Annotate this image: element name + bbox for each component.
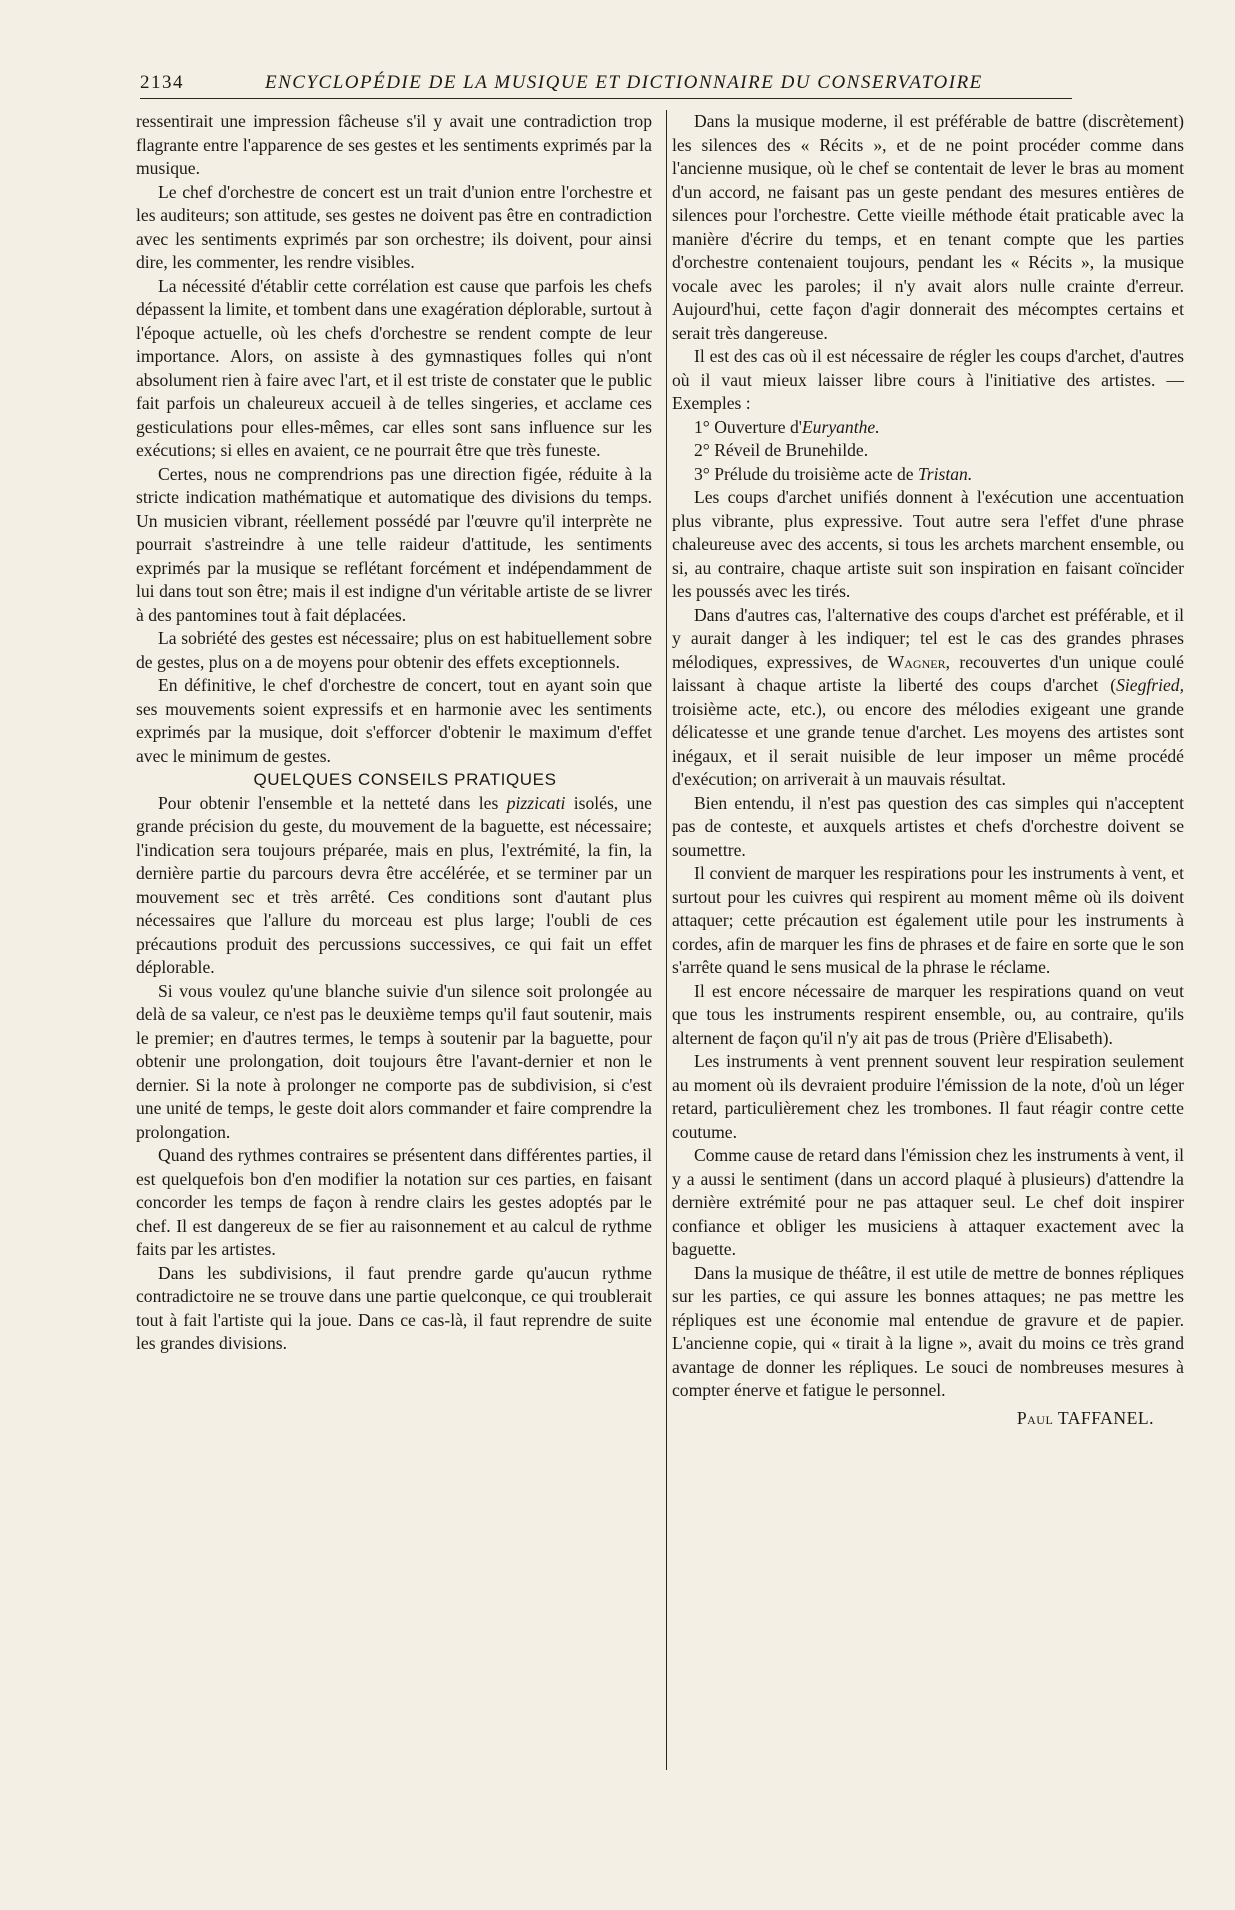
paragraph: Il convient de marquer les respirations pour les instruments à vent, et surtout pour les cuivres qui respirent au moment même où ils doivent attaquer; cette précaution est également utile pour les instruments à cordes, afin de marquer les fins de phrases et de faire en sorte que le son s'arrête quand le sens musical de la phrase le réclame.	[672, 863, 1184, 977]
text: isolés, une grande précision du geste, du mouvement de la baguette, est nécessaire; l'indication sera toujours préparée, mais en plus, l'extrémité, la fin, la dernière partie du parcours devra être accélérée, et se terminer par un mouvement sec et très arrêté. Ces conditions sont d'autant plus nécessaires que l'allure du morceau est plus large; l'oubli de ces précautions produit des percussions successives, ce qui fait un effet déplorable.	[136, 792, 652, 977]
paragraph: Bien entendu, il n'est pas question des cas simples qui n'acceptent pas de conteste, et auxquels artistes et chefs d'orchestre doivent se soumettre.	[672, 792, 1184, 860]
left-column	[136, 110, 652, 1356]
composer-name: Wagner	[887, 651, 946, 672]
italic-term: pizzicati	[506, 792, 566, 813]
paragraph: Dans les subdivisions, il faut prendre garde qu'aucun rythme contradictoire ne se trouve dans une partie quelconque, ce qui troublerait tout à fait l'artiste qui la joue. Dans ce cas-là, il faut reprendre de suite les grandes divisions.	[136, 1262, 652, 1353]
signature-first-name: Paul	[1016, 1407, 1054, 1428]
italic-title: Euryanthe.	[801, 416, 880, 437]
example-item	[672, 416, 1184, 440]
example-item	[672, 463, 1184, 487]
paragraph: Dans la musique de théâtre, il est utile de mettre de bonnes répliques sur les parties, ce qui assure les bonnes attaques; ne pas mettre les répliques est une économie mal entendue de gravure et de papier. L'ancienne copie, qui « tirait à la ligne », avait du moins ce très grand avantage de donner les répliques. Le souci de nombreuses mesures à compter énerve et fatigue le personnel.	[672, 1262, 1184, 1400]
running-title: ENCYCLOPÉDIE DE LA MUSIQUE ET DICTIONNAIRE DU CONSERVATOIRE	[265, 72, 983, 93]
paragraph: Certes, nous ne comprendrions pas une direction figée, réduite à la stricte indication mathématique et automatique des divisions du temps. Un musicien vibrant, réellement possédé par l'œuvre qu'il interprète ne pourrait s'astreindre à une telle raideur d'attitude, les sentiments exprimés par la musique se reflétant forcément et indépendamment de lui dans tout son être; mais il est indigne d'un véritable artiste de se livrer à des pantomines tout à fait déplacées.	[136, 463, 652, 625]
text: Pour obtenir l'ensemble et la netteté dans les	[158, 792, 507, 813]
text: troisième acte, etc.), ou encore des mélodies exigeant une grande délicatesse et une grande tenue d'archet. Les moyens des artistes sont inégaux, et il serait nuisible de leur imposer un même procédé d'exécution; on arriverait à un mauvais résultat.	[672, 698, 1184, 789]
right-column	[672, 110, 1184, 1430]
paragraph	[672, 604, 1184, 792]
page-header	[140, 70, 1070, 96]
paragraph: Quand des rythmes contraires se présentent dans différentes parties, il est quelquefois bon d'en modifier la notation sur ces parties, en faisant concorder les temps de façon à rendre clairs les gestes adoptés par le chef. Il est dangereux de se fier au raisonnement et au calcul de rythme faits par les artistes.	[136, 1145, 652, 1259]
example-item: 2° Réveil de Brunehilde.	[694, 440, 869, 460]
paragraph: Il est encore nécessaire de marquer les respirations quand on veut que tous les instruments respirent ensemble, ou, au contraire, qu'ils alternent de façon qu'il n'y ait pas de trous (Prière d'Elisabeth).	[672, 980, 1184, 1048]
signature	[672, 1407, 1184, 1431]
text: Dans d'autres cas, l'alternative des coups d'archet est préférable, et il y aurait danger à les indiquer; tel est le cas des grandes phrases mélodiques, expressives, de	[672, 604, 1184, 672]
paragraph: Dans la musique moderne, il est préférable de battre (discrètement) les silences des « Récits », et de ne point procéder comme dans l'ancienne musique, où le chef se contentait de lever le bras au moment d'un accord, ne faisant pas un geste pendant des mesures entières de silences pour l'orchestre. Cette vieille méthode était praticable avec la manière d'écrire du temps, et en tenant compte que les parties d'orchestre contenaient toujours, pendant les « Récits », la musique vocale avec les paroles; il n'y avait alors nulle crainte d'erreur. Aujourd'hui, cette façon d'agir donnerait des mécomptes certains et serait très dangereuse.	[672, 111, 1184, 343]
text: 1° Ouverture d'	[694, 416, 802, 437]
paragraph: Le chef d'orchestre de concert est un trait d'union entre l'orchestre et les auditeurs; son attitude, ses gestes ne doivent pas être en contradiction avec les sentiments exprimés par son orchestre; ils doivent, pour ainsi dire, les commenter, les rendre visibles.	[136, 181, 652, 272]
italic-title: Tristan.	[917, 463, 973, 484]
italic-title: Siegfried,	[1116, 675, 1184, 695]
section-title: QUELQUES CONSEILS PRATIQUES	[253, 770, 557, 789]
column-divider	[666, 110, 667, 1770]
paragraph: ressentirait une impression fâcheuse s'il y avait une contradiction trop flagrante entre l'apparence de ses gestes et les sentiments exprimés par la musique.	[136, 111, 652, 178]
paragraph: Il est des cas où il est nécessaire de régler les coups d'archet, d'autres où il vaut mieux laisser libre cours à l'initiative des artistes. — Exemples :	[672, 346, 1184, 413]
paragraph: En définitive, le chef d'orchestre de concert, tout en ayant soin que ses mouvements soient expressifs et en harmonie avec les sentiments exprimés par la musique, doit s'efforcer d'obtenir le maximum d'effet avec le minimum de gestes.	[136, 675, 652, 766]
signature-last-name: TAFFANEL.	[1057, 1407, 1154, 1428]
paragraph: Si vous voulez qu'une blanche suivie d'un silence soit prolongée au delà de sa valeur, ce n'est pas le deuxième temps qu'il faut soutenir, mais le premier; en d'autres termes, le temps à soutenir par la baguette, pour obtenir une prolongation, doit toujours être l'avant-dernier et non le dernier. Si la note à prolonger ne comporte pas de subdivision, si c'est une unité de temps, le geste doit alors commander et faire comprendre la prolongation.	[136, 980, 652, 1142]
paragraph: Les instruments à vent prennent souvent leur respiration seulement au moment où ils devraient produire l'émission de la note, d'où un léger retard, particulièrement chez les trombones. Il faut réagir contre cette coutume.	[672, 1051, 1184, 1142]
text: , recouvertes d'un unique coulé laissant à chaque artiste la liberté des coups d'archet (	[672, 651, 1184, 695]
paragraph	[136, 792, 652, 980]
paragraph: La sobriété des gestes est nécessaire; plus on est habituellement sobre de gestes, plus on a de moyens pour obtenir des effets exceptionnels.	[136, 628, 652, 672]
paragraph: La nécessité d'établir cette corrélation est cause que parfois les chefs dépassent la limite, et tombent dans une exagération déplorable, surtout à l'époque actuelle, où les chefs d'orchestre se rendent compte de leur importance. Alors, on assiste à des gymnastiques folles qui n'ont absolument rien à faire avec l'art, et il est triste de constater que le public fait parfois un chaleureux accueil à de telles singeries, et acclame ces gesticulations pour elles-mêmes, car elles sont sans influence sur les exécutions; si elles en avaient, ce ne pourrait être que très funeste.	[136, 275, 652, 460]
header-rule	[140, 98, 1072, 99]
text: 3° Prélude du troisième acte de	[694, 463, 918, 484]
paragraph: Les coups d'archet unifiés donnent à l'exécution une accentuation plus vibrante, plus expressive. Tout autre sera l'effet d'une phrase chaleureuse avec des accents, si tous les archets marchent ensemble, ou si, au contraire, chaque artiste suit son inspiration en faisant coïncider les poussés avec les tirés.	[672, 487, 1184, 601]
page-number: 2134	[140, 72, 184, 93]
paragraph: Comme cause de retard dans l'émission chez les instruments à vent, il y a aussi le sentiment (dans un accord plaqué à plusieurs) d'attendre la dernière extrémité pour ne pas attaquer seul. Le chef doit inspirer confiance et obliger les musiciens à attaquer exactement avec la baguette.	[672, 1145, 1184, 1259]
